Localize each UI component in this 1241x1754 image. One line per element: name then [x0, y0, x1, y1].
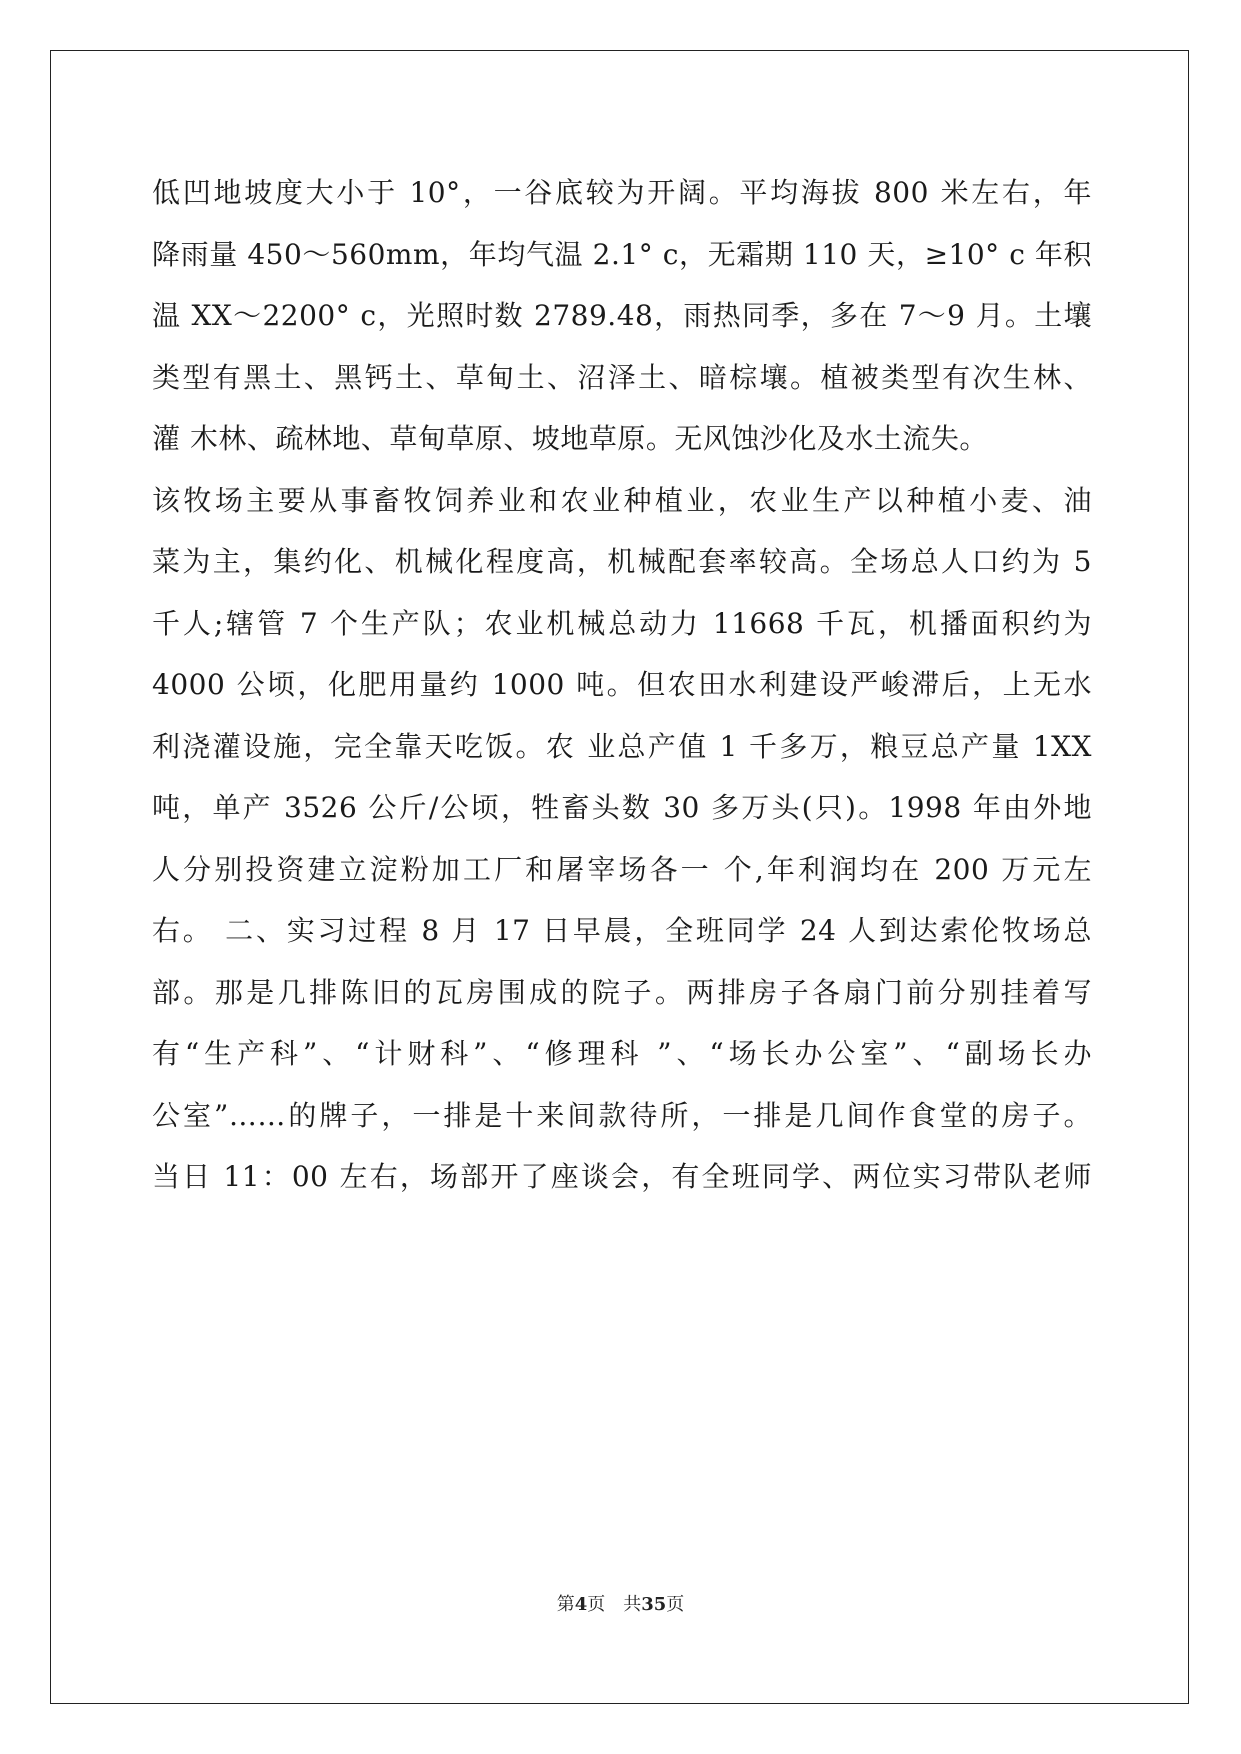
- total-suffix: 页: [666, 1594, 685, 1615]
- text-line: 利浇灌设施，完全靠天吃饭。农 业总产值 1 千多万，粮豆总产量 1XX: [152, 729, 1092, 763]
- text-line: 类型有黑土、黑钙土、草甸土、沼泽土、暗棕壤。植被类型有次生林、: [152, 360, 1092, 394]
- text-line: 当日 11：00 左右，场部开了座谈会，有全班同学、两位实习带队老师: [152, 1160, 1092, 1193]
- text-line: 低凹地坡度大小于 10°，一谷底较为开阔。平均海拔 800 米左右，年: [152, 176, 1092, 209]
- text-line: 公室”……的牌子，一排是十来间款待所，一排是几间作食堂的房子。: [152, 1098, 1092, 1132]
- page-suffix: 页: [587, 1594, 606, 1615]
- text-line: 吨，单产 3526 公斤/公顷，牲畜头数 30 多万头(只)。1998 年由外地: [152, 791, 1092, 824]
- text-line: 降雨量 450～560mm，年均气温 2.1° c，无霜期 110 天，≥10° c 年积: [152, 237, 1092, 271]
- text-line: 千人;辖管 7 个生产队；农业机械总动力 11668 千瓦，机播面积约为: [152, 606, 1092, 640]
- text-line: 该牧场主要从事畜牧饲养业和农业种植业，农业生产以种植小麦、油: [152, 483, 1092, 517]
- page-footer: [0, 1590, 1241, 1616]
- text-line: 有“生产科”、“计财科”、“修理科 ”、“场长办公室”、“副场长办: [152, 1037, 1092, 1070]
- text-line: 右。 二、实习过程 8 月 17 日早晨，全班同学 24 人到达索伦牧场总: [152, 914, 1092, 947]
- text-line: 4000 公顷，化肥用量约 1000 吨。但农田水利建设严峻滞后，上无水: [152, 668, 1092, 701]
- text-line: 人分别投资建立淀粉加工厂和屠宰场各一 个,年利润均在 200 万元左: [152, 852, 1092, 886]
- text-line: 灌 木林、疏林地、草甸草原、坡地草原。无风蚀沙化及水土流失。: [152, 422, 988, 455]
- total-pages: 35: [641, 1594, 667, 1615]
- text-line: 温 XX～2200° c，光照时数 2789.48，雨热同季，多在 7～9 月。土壤: [152, 299, 1092, 332]
- page-number: 4: [574, 1594, 588, 1615]
- text-line: 菜为主，集约化、机械化程度高，机械配套率较高。全场总人口约为 5: [152, 545, 1092, 578]
- page-prefix: 第: [556, 1594, 575, 1615]
- text-line: 部。那是几排陈旧的瓦房围成的院子。两排房子各扇门前分别挂着写: [152, 975, 1092, 1009]
- document-body: [152, 162, 1092, 1208]
- total-prefix: 共: [623, 1594, 642, 1615]
